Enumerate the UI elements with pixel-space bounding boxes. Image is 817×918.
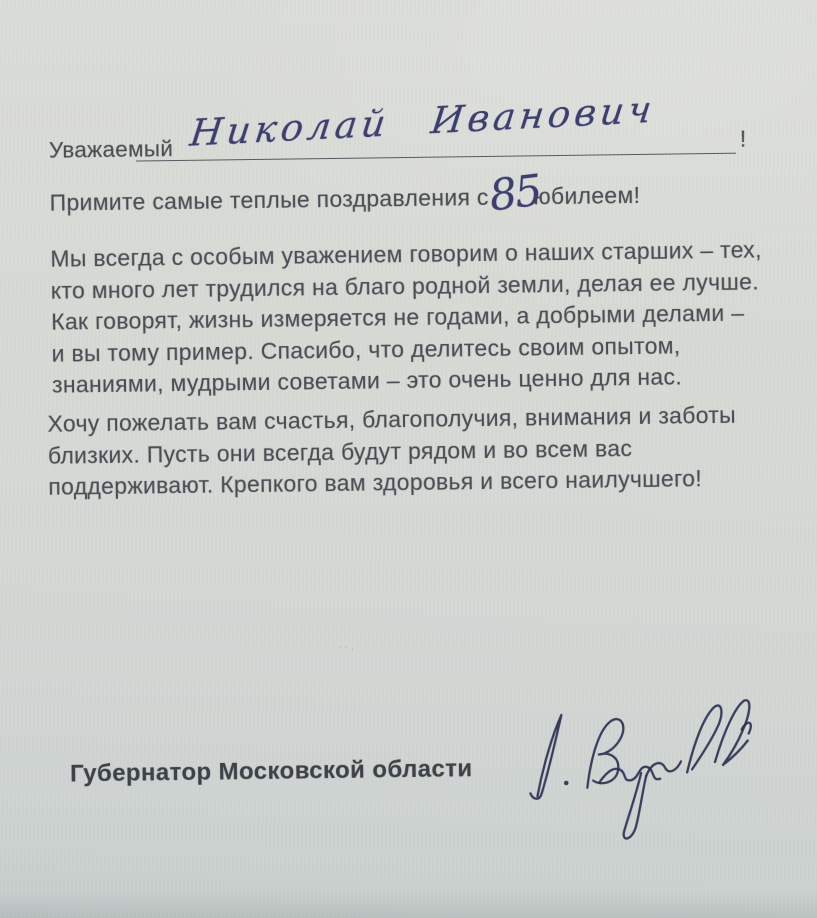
greeting-line xyxy=(49,165,641,222)
paragraph-line: близких. Пусть они всегда будут рядом и во всем вас xyxy=(47,434,633,469)
greeting-after: юбилеем! xyxy=(533,181,641,210)
handwritten-name: Николай Иванович xyxy=(187,87,659,155)
salutation-punctuation: ! xyxy=(739,125,747,152)
paragraph-line: знаниями, мудрыми советами – это очень ценно для нас. xyxy=(51,363,683,399)
paper-speck: ··. xyxy=(338,641,357,653)
body-paragraph-2 xyxy=(47,400,737,504)
paragraph-line: кто много лет трудился на благо родной земли, делая ее лучше. xyxy=(50,267,760,304)
greeting-before: Примите самые теплые поздравления с xyxy=(49,183,489,216)
handwritten-age-number: 85 xyxy=(486,165,544,222)
paragraph-line: Как говорят, жизнь измеряется не годами, а добрыми делами – xyxy=(51,299,745,335)
signoff-title: Губернатор Московской области xyxy=(69,755,473,788)
paragraph-line: поддерживают. Крепкого вам здоровья и всего наилучшего! xyxy=(48,465,703,500)
paragraph-line: Мы всегда с особым уважением говорим о наших старших – тех, xyxy=(50,236,762,272)
photo-edge-shadow xyxy=(0,892,817,918)
salutation-prefix: Уважаемый xyxy=(48,136,174,163)
paragraph-line: и вы тому пример. Спасибо, что делитесь своим опытом, xyxy=(51,332,681,367)
signature-scribble xyxy=(508,683,760,848)
body-paragraph-1 xyxy=(50,234,763,401)
paragraph-line: Хочу пожелать вам счастья, благополучия, внимания и заботы xyxy=(47,401,737,437)
